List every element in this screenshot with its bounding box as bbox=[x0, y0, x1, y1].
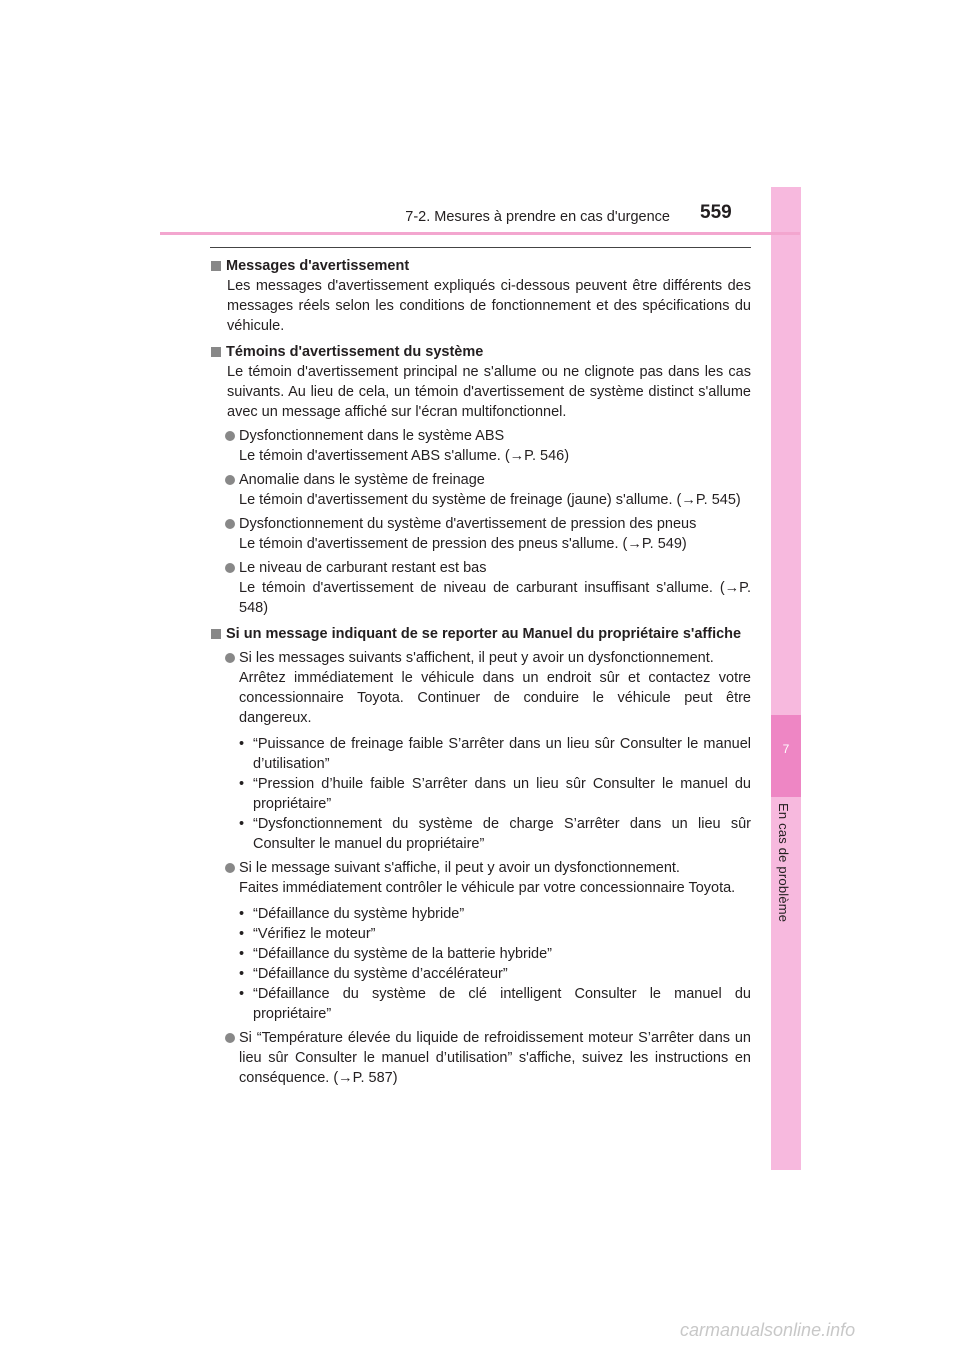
bullet-text: Le témoin d'avertissement de pression des pneus s'allume. (→P. 549) bbox=[239, 536, 687, 552]
message-item bbox=[210, 924, 751, 944]
list-item bbox=[210, 558, 751, 578]
page-content bbox=[210, 256, 751, 1088]
message-item bbox=[210, 904, 751, 924]
heading-warning-messages bbox=[210, 256, 751, 276]
heading-text: Si un message indiquant de se reporter au Manuel du propriétaire s'affiche bbox=[226, 626, 742, 642]
square-bullet-icon bbox=[211, 261, 221, 271]
message-text: “Puissance de freinage faible S’arrêter dans un lieu sûr Consulter le manuel d’utilisation” bbox=[253, 736, 751, 772]
round-bullet-icon bbox=[225, 563, 235, 573]
side-tab-chapter-marker bbox=[771, 715, 801, 797]
list-item bbox=[210, 648, 751, 668]
message-text: “Défaillance du système de clé intelligent Consulter le manuel du propriétaire” bbox=[253, 986, 751, 1022]
round-bullet-icon bbox=[225, 653, 235, 663]
round-bullet-icon bbox=[225, 519, 235, 529]
bullet-text: Le témoin d'avertissement de niveau de carburant insuffisant s'allume. (→P. 548) bbox=[239, 580, 751, 616]
message-item bbox=[210, 944, 751, 964]
bullet-text: Faites immédiatement contrôler le véhicule par votre concessionnaire Toyota. bbox=[239, 880, 736, 896]
round-bullet-icon bbox=[225, 1033, 235, 1043]
round-bullet-icon bbox=[225, 863, 235, 873]
dot-marker: • bbox=[239, 946, 245, 962]
message-list-2 bbox=[210, 904, 751, 1024]
round-bullet-icon bbox=[225, 431, 235, 441]
page-number: 559 bbox=[700, 202, 732, 223]
list-item bbox=[210, 858, 751, 878]
bullet-head: Dysfonctionnement du système d'avertissement de pression des pneus bbox=[239, 516, 697, 532]
list-item bbox=[210, 470, 751, 490]
dot-marker: • bbox=[239, 966, 245, 982]
message-item bbox=[210, 984, 751, 1024]
dot-marker: • bbox=[239, 776, 245, 792]
message-item bbox=[210, 774, 751, 814]
heading-text: Témoins d'avertissement du système bbox=[226, 344, 484, 360]
heading-owner-manual-message bbox=[210, 624, 751, 644]
bullet-head: Le niveau de carburant restant est bas bbox=[239, 560, 487, 576]
message-text: “Dysfonctionnement du système de charge S’arrêter dans un lieu sûr Consulter le manuel du propriétaire” bbox=[253, 816, 751, 852]
list-item bbox=[210, 514, 751, 534]
dot-marker: • bbox=[239, 986, 245, 1002]
bullet-head: Dysfonctionnement dans le système ABS bbox=[239, 428, 505, 444]
bullet-head: Si le message suivant s'affiche, il peut y avoir un dysfonctionnement. bbox=[239, 860, 680, 876]
message-item bbox=[210, 734, 751, 774]
square-bullet-icon bbox=[211, 347, 221, 357]
message-text: “Défaillance du système hybride” bbox=[253, 906, 465, 922]
message-item bbox=[210, 964, 751, 984]
message-text: “Défaillance du système de la batterie hybride” bbox=[253, 946, 553, 962]
dot-marker: • bbox=[239, 906, 245, 922]
square-bullet-icon bbox=[211, 629, 221, 639]
bullet-text: Le témoin d'avertissement ABS s'allume. (→P. 546) bbox=[239, 448, 570, 464]
message-text: “Pression d’huile faible S’arrêter dans un lieu sûr Consulter le manuel du propriétaire” bbox=[253, 776, 751, 812]
section-title: 7-2. Mesures à prendre en cas d'urgence bbox=[405, 209, 670, 225]
round-bullet-icon bbox=[225, 475, 235, 485]
list-item bbox=[210, 426, 751, 446]
bullet-head: Anomalie dans le système de freinage bbox=[239, 472, 485, 488]
chapter-title: En cas de problème bbox=[776, 803, 791, 923]
dot-marker: • bbox=[239, 736, 245, 752]
side-tab bbox=[771, 187, 801, 1170]
chapter-number: 7 bbox=[782, 742, 790, 756]
bullet-text: Si “Température élevée du liquide de refroidissement moteur S’arrêter dans un lieu sûr Consulter le manuel d’utilisation” s'affiche, suivez les instructions en conséquence. (→P. 587) bbox=[239, 1030, 751, 1086]
paragraph: Le témoin d'avertissement principal ne s'allume ou ne clignote pas dans les cas suivants. Au lieu de cela, un témoin d'avertissement de système distinct s'allume avec un message affiché sur l'écran multifonctionnel. bbox=[227, 364, 751, 420]
bullet-text: Arrêtez immédiatement le véhicule dans un endroit sûr et contactez votre concessionnaire Toyota. Continuer de conduire le véhicule peut être dangereux. bbox=[239, 670, 751, 726]
watermark: carmanualsonline.info bbox=[680, 1320, 856, 1340]
message-list-1 bbox=[210, 734, 751, 854]
dot-marker: • bbox=[239, 816, 245, 832]
dot-marker: • bbox=[239, 926, 245, 942]
list-item bbox=[210, 1028, 751, 1088]
bullet-text: Le témoin d'avertissement du système de freinage (jaune) s'allume. (→P. 545) bbox=[239, 492, 741, 508]
paragraph: Les messages d'avertissement expliqués ci-dessous peuvent être différents des messages réels selon les conditions de fonctionnement et des spécifications du véhicule. bbox=[227, 278, 751, 334]
heading-system-warning-lights bbox=[210, 342, 751, 362]
header-divider bbox=[160, 232, 800, 235]
message-item bbox=[210, 814, 751, 854]
heading-text: Messages d'avertissement bbox=[226, 258, 410, 274]
message-text: “Défaillance du système d’accélérateur” bbox=[253, 966, 508, 982]
message-text: “Vérifiez le moteur” bbox=[253, 926, 376, 942]
content-divider bbox=[210, 247, 751, 248]
bullet-head: Si les messages suivants s'affichent, il peut y avoir un dysfonctionnement. bbox=[239, 650, 714, 666]
